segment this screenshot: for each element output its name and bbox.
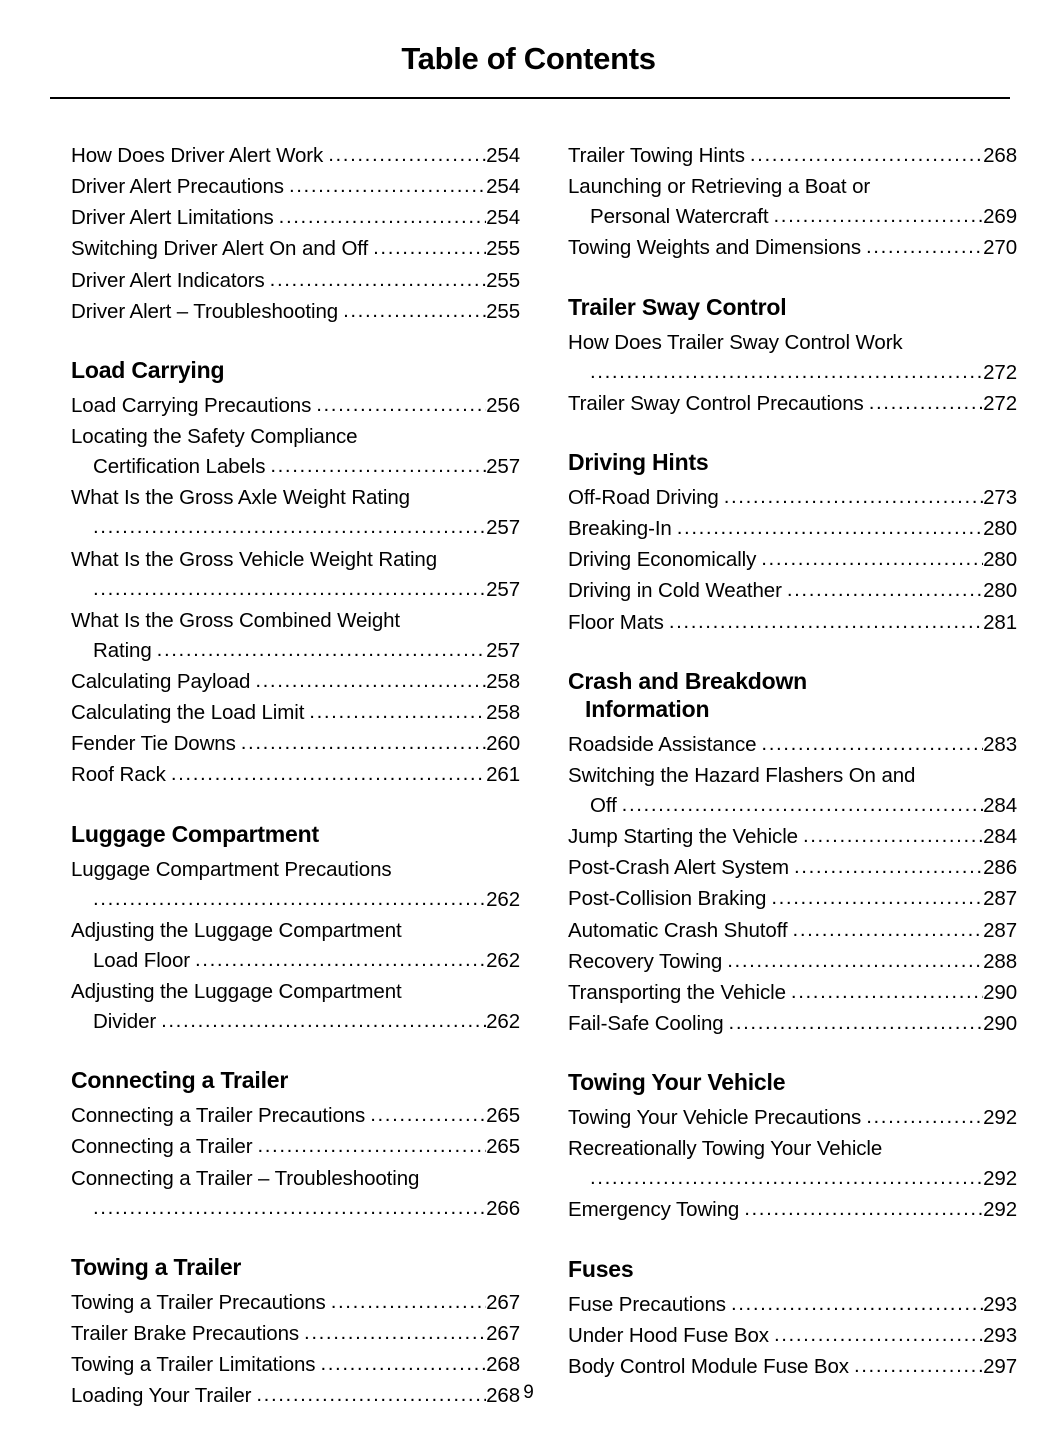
toc-entry-page: 292 <box>983 1167 1017 1191</box>
dot-leader <box>241 733 486 754</box>
toc-entry-page: 267 <box>486 1322 520 1346</box>
toc-entry-title: Driver Alert – Troubleshooting <box>71 299 339 323</box>
dot-leader <box>257 1136 486 1157</box>
toc-entry[interactable] <box>71 203 520 233</box>
toc-entry-line <box>568 916 1017 946</box>
dot-leader <box>622 795 983 816</box>
toc-entry-page: 290 <box>983 1011 1017 1035</box>
toc-entry-title: Trailer Towing Hints <box>568 144 745 168</box>
toc-entry[interactable] <box>71 1101 520 1131</box>
page-title: Table of Contents <box>401 41 656 76</box>
toc-entry-line <box>568 884 1017 914</box>
toc-entry-title-cont: Off <box>590 794 617 818</box>
toc-entry[interactable] <box>568 884 1017 914</box>
toc-entry[interactable] <box>71 297 520 327</box>
toc-entry[interactable] <box>71 1132 520 1162</box>
dot-leader <box>761 734 983 755</box>
page-header <box>0 0 1057 99</box>
toc-entry-page: 258 <box>486 670 520 694</box>
toc-entry-line <box>568 141 1017 171</box>
toc-entry-title: Calculating the Load Limit <box>71 701 305 725</box>
toc-entry-page: 257 <box>486 638 520 662</box>
toc-entry-title: Fail-Safe Cooling <box>568 1011 724 1035</box>
dot-leader <box>724 487 983 508</box>
toc-entry-title: Adjusting the Luggage Compartment <box>71 980 402 1004</box>
toc-entry-title: Body Control Module Fuse Box <box>568 1354 849 1378</box>
toc-entry[interactable] <box>71 266 520 296</box>
toc-entry-title: Post-Collision Braking <box>568 887 767 911</box>
toc-entry-line <box>568 545 1017 575</box>
toc-entry[interactable] <box>71 916 520 976</box>
toc-entry-line <box>71 1350 520 1380</box>
toc-entry-title: Roadside Assistance <box>568 732 757 756</box>
toc-entry-page: 255 <box>486 237 520 261</box>
toc-entry[interactable] <box>568 514 1017 544</box>
dot-leader <box>590 362 983 383</box>
toc-entry-line <box>568 791 1017 821</box>
toc-entry-title-cont: Rating <box>93 638 152 662</box>
toc-entry-line <box>71 1288 520 1318</box>
toc-entry-line <box>568 202 1017 232</box>
toc-entry-title: Adjusting the Luggage Compartment <box>71 918 402 942</box>
toc-entry-page: 268 <box>486 1384 520 1408</box>
section-heading[interactable] <box>568 293 1017 321</box>
toc-entry-page: 284 <box>983 825 1017 849</box>
toc-entry[interactable] <box>568 608 1017 638</box>
toc-entry-line <box>71 885 520 915</box>
toc-entry-page: 258 <box>486 701 520 725</box>
toc-entry-page: 268 <box>983 144 1017 168</box>
dot-leader <box>590 1168 983 1189</box>
toc-entry-title: Load Carrying Precautions <box>71 393 312 417</box>
toc-entry-page: 292 <box>983 1106 1017 1130</box>
section-heading-line: Fuses <box>568 1255 634 1282</box>
toc-entry-line <box>71 698 520 728</box>
toc-entry[interactable] <box>71 698 520 728</box>
toc-entry-title: Switching the Hazard Flashers On and <box>568 763 916 787</box>
toc-entry-title: Loading Your Trailer <box>71 1384 252 1408</box>
toc-entry-line <box>568 853 1017 883</box>
toc-entry-line <box>71 391 520 421</box>
toc-entry-line <box>71 575 520 605</box>
dot-leader <box>161 1011 486 1032</box>
header-divider <box>50 97 1010 99</box>
toc-entry-title: Connecting a Trailer Precautions <box>71 1104 366 1128</box>
toc-entry-line <box>71 946 520 976</box>
toc-entry-title: Towing a Trailer Limitations <box>71 1353 316 1377</box>
dot-leader <box>793 920 984 941</box>
toc-entry-title: Roof Rack <box>71 763 166 787</box>
toc-entry[interactable] <box>568 761 1017 821</box>
toc-entry-line <box>71 1194 520 1224</box>
toc-entry-title: What Is the Gross Vehicle Weight Rating <box>71 547 438 571</box>
toc-entry-page: 284 <box>983 794 1017 818</box>
toc-entry-page: 265 <box>486 1135 520 1159</box>
dot-leader <box>370 1105 486 1126</box>
dot-leader <box>309 702 486 723</box>
dot-leader <box>304 1323 486 1344</box>
toc-entry-title: Connecting a Trailer <box>71 1135 253 1159</box>
toc-entry[interactable] <box>71 141 520 171</box>
toc-entry-title: Automatic Crash Shutoff <box>568 918 788 942</box>
dot-leader <box>744 1199 983 1220</box>
toc-entry-page: 288 <box>983 949 1017 973</box>
section-heading[interactable] <box>568 1068 1017 1096</box>
toc-entry[interactable] <box>568 978 1017 1008</box>
toc-entry-line <box>71 297 520 327</box>
dot-leader <box>328 145 486 166</box>
section-heading-line: Driving Hints <box>568 449 709 476</box>
toc-entry-title: Towing a Trailer Precautions <box>71 1290 326 1314</box>
section-heading[interactable] <box>568 448 1017 476</box>
toc-entry-page: 272 <box>983 360 1017 384</box>
toc-entry[interactable] <box>568 483 1017 513</box>
section-heading-line: Towing a Trailer <box>71 1253 242 1280</box>
toc-entry-page: 260 <box>486 732 520 756</box>
toc-entry-page: 270 <box>983 236 1017 260</box>
toc-entry-page: 254 <box>486 175 520 199</box>
toc-entry[interactable] <box>568 1290 1017 1320</box>
toc-entry-title: Luggage Compartment Precautions <box>71 857 392 881</box>
toc-entry[interactable] <box>568 1009 1017 1039</box>
dot-leader <box>803 826 983 847</box>
toc-entry-line <box>568 576 1017 606</box>
toc-entry-page: 255 <box>486 299 520 323</box>
dot-leader <box>761 549 983 570</box>
toc-entry-line <box>568 1164 1017 1194</box>
dot-leader <box>791 982 983 1003</box>
section-heading[interactable] <box>568 1255 1017 1283</box>
dot-leader <box>729 1013 984 1034</box>
toc-entry-page: 283 <box>983 732 1017 756</box>
toc-entry-title: Post-Crash Alert System <box>568 856 789 880</box>
dot-leader <box>320 1354 486 1375</box>
toc-entry-title: Fender Tie Downs <box>71 732 236 756</box>
toc-entry[interactable] <box>568 545 1017 575</box>
toc-entry-line <box>71 452 520 482</box>
toc-entry[interactable] <box>568 172 1017 232</box>
section-heading-line: Trailer Sway Control <box>568 293 787 320</box>
toc-entry-title: Jump Starting the Vehicle <box>568 825 798 849</box>
toc-entry[interactable] <box>568 853 1017 883</box>
toc-entry-page: 280 <box>983 548 1017 572</box>
toc-entry-line <box>568 389 1017 419</box>
toc-entry-title: Launching or Retrieving a Boat or <box>568 175 871 199</box>
toc-entry-page: 268 <box>486 1353 520 1377</box>
toc-entry[interactable] <box>568 947 1017 977</box>
toc-entry-page: 297 <box>983 1354 1017 1378</box>
dot-leader <box>93 517 486 538</box>
toc-entry-page: 262 <box>486 948 520 972</box>
toc-entry-line <box>71 636 520 666</box>
toc-entry-line <box>568 233 1017 263</box>
dot-leader <box>774 1325 983 1346</box>
dot-leader <box>270 456 486 477</box>
dot-leader <box>195 950 486 971</box>
toc-entry[interactable] <box>568 822 1017 852</box>
toc-entry-title: What Is the Gross Axle Weight Rating <box>71 486 410 510</box>
dot-leader <box>270 270 486 291</box>
toc-entry[interactable] <box>568 916 1017 946</box>
toc-entry-title: Floor Mats <box>568 610 664 634</box>
toc-entry-line <box>568 358 1017 388</box>
toc-entry-title: Breaking-In <box>568 517 672 541</box>
section-heading[interactable] <box>568 667 1017 723</box>
toc-entry-line <box>71 667 520 697</box>
toc-entry-title: Driver Alert Limitations <box>71 206 274 230</box>
toc-entry[interactable] <box>568 141 1017 171</box>
toc-entry-line <box>71 1319 520 1349</box>
section-heading-line-cont: Information <box>585 695 710 722</box>
section-heading-line: Crash and Breakdown <box>568 667 808 694</box>
toc-entry-line <box>568 1009 1017 1039</box>
toc-entry-line <box>71 172 520 202</box>
toc-entry-title: Driving Economically <box>568 548 757 572</box>
dot-leader <box>343 301 486 322</box>
dot-leader <box>787 580 983 601</box>
toc-entry-line <box>71 513 520 543</box>
toc-entry-title: Driver Alert Precautions <box>71 175 284 199</box>
toc-entry[interactable] <box>568 1195 1017 1225</box>
dot-leader <box>677 518 983 539</box>
page-footer <box>0 1382 1057 1404</box>
toc-entry-title: Driver Alert Indicators <box>71 268 265 292</box>
toc-entry-title: Driving in Cold Weather <box>568 579 782 603</box>
section-heading[interactable] <box>71 820 520 848</box>
dot-leader <box>157 640 486 661</box>
toc-entry-title: What Is the Gross Combined Weight <box>71 608 401 632</box>
section-heading-line: Towing Your Vehicle <box>568 1069 786 1096</box>
dot-leader <box>279 207 486 228</box>
toc-entry-line <box>568 514 1017 544</box>
toc-entry-page: 257 <box>486 577 520 601</box>
toc-entry[interactable] <box>568 1321 1017 1351</box>
right-column <box>568 141 1017 1383</box>
toc-entry-line <box>71 1007 520 1037</box>
toc-entry[interactable] <box>568 1103 1017 1133</box>
section-heading-line: Luggage Compartment <box>71 820 319 847</box>
dot-leader <box>93 889 486 910</box>
toc-entry-title: Trailer Brake Precautions <box>71 1322 300 1346</box>
toc-entry-title-cont: Divider <box>93 1010 157 1034</box>
toc-entry-page: 292 <box>983 1198 1017 1222</box>
toc-entry-title: Recreationally Towing Your Vehicle <box>568 1137 883 1161</box>
dot-leader <box>794 857 983 878</box>
toc-entry-page: 269 <box>983 205 1017 229</box>
dot-leader <box>727 951 983 972</box>
section-heading-line: Load Carrying <box>71 356 225 383</box>
dot-leader <box>316 395 486 416</box>
toc-entry-line <box>71 760 520 790</box>
toc-entry-page: 287 <box>983 918 1017 942</box>
toc-entry-title: Off-Road Driving <box>568 486 719 510</box>
section-heading[interactable] <box>71 356 520 384</box>
toc-entry-title: Switching Driver Alert On and Off <box>71 237 369 261</box>
dot-leader <box>774 206 984 227</box>
toc-entry-line <box>71 729 520 759</box>
toc-entry-page: 256 <box>486 393 520 417</box>
toc-entry[interactable] <box>71 422 520 482</box>
toc-entry[interactable] <box>71 667 520 697</box>
toc-entry-line <box>71 1101 520 1131</box>
toc-entry[interactable] <box>568 389 1017 419</box>
toc-entry-title: Calculating Payload <box>71 670 251 694</box>
toc-entry[interactable] <box>568 730 1017 760</box>
toc-entry-page: 265 <box>486 1104 520 1128</box>
toc-entry-page: 262 <box>486 1010 520 1034</box>
toc-entry[interactable] <box>71 234 520 264</box>
toc-entry-line <box>568 1352 1017 1382</box>
toc-entry[interactable] <box>71 545 520 605</box>
toc-entry-title: How Does Driver Alert Work <box>71 144 324 168</box>
toc-entry-page: 255 <box>486 268 520 292</box>
toc-entry-page: 267 <box>486 1290 520 1314</box>
dot-leader <box>731 1294 983 1315</box>
dot-leader <box>93 579 486 600</box>
toc-entry[interactable] <box>568 1352 1017 1382</box>
toc-entry[interactable] <box>71 391 520 421</box>
toc-entry-page: 280 <box>983 517 1017 541</box>
toc-entry[interactable] <box>71 1164 520 1224</box>
toc-entry-page: 280 <box>983 579 1017 603</box>
toc-entry-line <box>568 978 1017 1008</box>
toc-entry-title: How Does Trailer Sway Control Work <box>568 330 903 354</box>
toc-entry-page: 273 <box>983 486 1017 510</box>
toc-entry[interactable] <box>71 606 520 666</box>
dot-leader <box>255 671 486 692</box>
toc-entry-title: Emergency Towing <box>568 1198 740 1222</box>
toc-entry-line <box>71 141 520 171</box>
toc-entry-page: 293 <box>983 1292 1017 1316</box>
toc-entry-line <box>568 1290 1017 1320</box>
toc-entry-line <box>568 1321 1017 1351</box>
toc-entry-page: 290 <box>983 980 1017 1004</box>
toc-entry[interactable] <box>71 483 520 543</box>
toc-entry-title: Towing Your Vehicle Precautions <box>568 1106 862 1130</box>
toc-entry-line <box>71 266 520 296</box>
toc-entry[interactable] <box>568 328 1017 388</box>
left-column <box>71 141 520 1412</box>
toc-entry-page: 266 <box>486 1196 520 1220</box>
toc-entry-title: Fuse Precautions <box>568 1292 726 1316</box>
toc-entry-page: 261 <box>486 763 520 787</box>
toc-entry[interactable] <box>71 1350 520 1380</box>
toc-entry-page: 281 <box>983 610 1017 634</box>
toc-entry-page: 286 <box>983 856 1017 880</box>
toc-entry[interactable] <box>71 1288 520 1318</box>
section-heading[interactable] <box>71 1066 520 1094</box>
toc-entry-line <box>568 947 1017 977</box>
dot-leader <box>289 176 486 197</box>
toc-entry-line <box>71 1132 520 1162</box>
toc-entry-line <box>568 1195 1017 1225</box>
toc-entry[interactable] <box>71 172 520 202</box>
toc-entry-line <box>568 822 1017 852</box>
toc-entry-page: 293 <box>983 1323 1017 1347</box>
dot-leader <box>331 1292 486 1313</box>
dot-leader <box>669 612 983 633</box>
dot-leader <box>373 238 486 259</box>
toc-entry-title: Recovery Towing <box>568 949 723 973</box>
dot-leader <box>866 1107 983 1128</box>
toc-entry-title-cont: Load Floor <box>93 948 191 972</box>
toc-entry-line <box>71 203 520 233</box>
toc-entry-line <box>71 234 520 264</box>
toc-entry-page: 257 <box>486 516 520 540</box>
toc-entry[interactable] <box>71 977 520 1037</box>
toc-entry-page: 287 <box>983 887 1017 911</box>
toc-entry-title: Towing Weights and Dimensions <box>568 236 861 260</box>
dot-leader <box>750 145 983 166</box>
toc-entry[interactable] <box>71 855 520 915</box>
toc-entry[interactable] <box>71 760 520 790</box>
toc-entry-page: 254 <box>486 206 520 230</box>
section-heading-line: Connecting a Trailer <box>71 1067 289 1094</box>
page-number: 9 <box>523 1382 534 1403</box>
toc-entry-page: 262 <box>486 887 520 911</box>
toc-entry-title: Locating the Safety Compliance <box>71 425 358 449</box>
toc-entry-page: 257 <box>486 455 520 479</box>
toc-entry[interactable] <box>71 729 520 759</box>
toc-columns <box>0 141 1057 1412</box>
toc-entry-title: Transporting the Vehicle <box>568 980 786 1004</box>
dot-leader <box>771 888 983 909</box>
toc-entry-page: 254 <box>486 144 520 168</box>
toc-entry-title-cont: Personal Watercraft <box>590 205 769 229</box>
dot-leader <box>93 1198 486 1219</box>
toc-entry[interactable] <box>568 1134 1017 1194</box>
toc-entry-title: Trailer Sway Control Precautions <box>568 391 864 415</box>
toc-entry-line <box>568 730 1017 760</box>
dot-leader <box>866 237 983 258</box>
toc-entry-line <box>568 608 1017 638</box>
toc-entry[interactable] <box>71 1319 520 1349</box>
toc-entry[interactable] <box>568 576 1017 606</box>
section-heading[interactable] <box>71 1253 520 1281</box>
toc-entry[interactable] <box>568 233 1017 263</box>
toc-entry-line <box>568 483 1017 513</box>
toc-entry-title-cont: Certification Labels <box>93 455 266 479</box>
toc-entry-page: 272 <box>983 391 1017 415</box>
toc-entry-line <box>568 1103 1017 1133</box>
dot-leader <box>854 1356 983 1377</box>
toc-entry-title: Under Hood Fuse Box <box>568 1323 769 1347</box>
toc-entry-title: Connecting a Trailer – Troubleshooting <box>71 1166 420 1190</box>
dot-leader <box>171 764 486 785</box>
dot-leader <box>869 393 983 414</box>
